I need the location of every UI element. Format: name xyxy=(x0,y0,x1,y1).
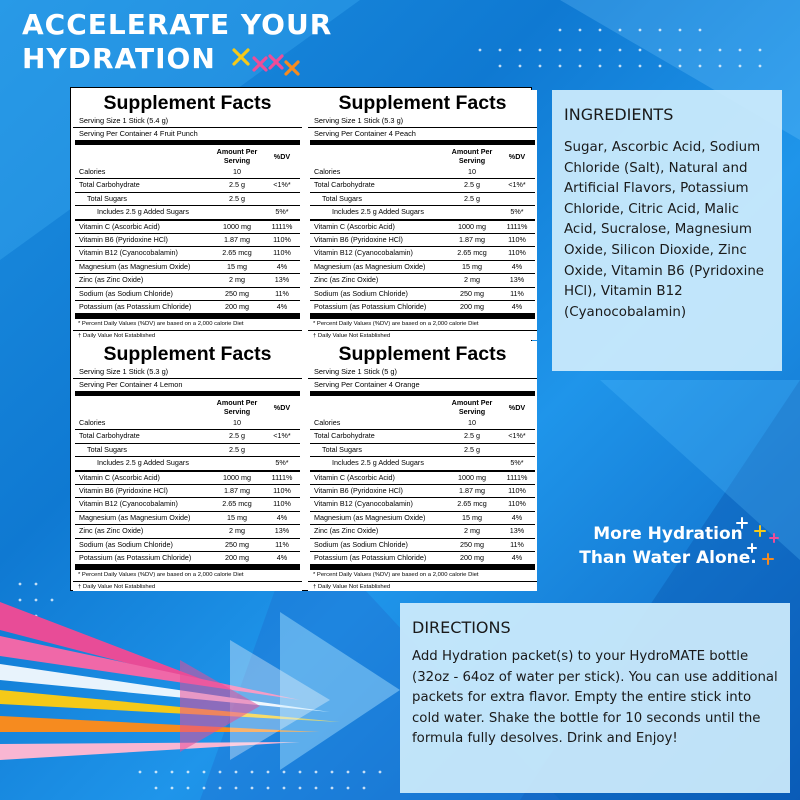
nutrient-name: Vitamin B12 (Cyanocobalamin) xyxy=(75,498,210,511)
nutrient-amount: 15 mg xyxy=(445,511,499,524)
table-row xyxy=(75,485,300,498)
table-row xyxy=(310,417,535,430)
table-row xyxy=(75,443,300,456)
nutrient-dv xyxy=(499,166,535,179)
servings-per-container: Serving Per Container 4 Fruit Punch xyxy=(79,129,198,138)
ingredients-text: Sugar, Ascorbic Acid, Sodium Chloride (Salt), Natural and Artificial Flavors, Potassium Chloride, Citric Acid, Malic Acid, Sucralose, Magnesium Oxide, Silicon Dioxide, Zinc Oxide, Vitamin B6 (Pyridoxine HCl), Vitamin B12 (Cyanocobalamin) xyxy=(564,140,765,320)
serving-size: Serving Size 1 Stick (5.3 g) xyxy=(73,366,302,379)
nutrient-amount xyxy=(445,206,499,220)
nutrient-name: Vitamin C (Ascorbic Acid) xyxy=(75,471,210,485)
table-row xyxy=(75,247,300,260)
nutrient-amount: 1.87 mg xyxy=(445,485,499,498)
nutrient-dv: 110% xyxy=(499,498,535,511)
table-row xyxy=(310,498,535,511)
nutrient-amount: 15 mg xyxy=(210,260,264,273)
nutrient-name: Sodium (as Sodium Chloride) xyxy=(75,538,210,551)
nutrient-amount: 1000 mg xyxy=(210,220,264,234)
table-row xyxy=(75,417,300,430)
footnote-dv: * Percent Daily Values (%DV) are based on a 2,000 calorie Diet xyxy=(308,319,537,331)
table-row xyxy=(75,206,300,220)
table-row xyxy=(310,287,535,300)
nutrient-amount: 250 mg xyxy=(445,287,499,300)
nutrient-dv: 110% xyxy=(264,234,300,247)
tagline-line-2: Than Water Alone. xyxy=(579,548,757,568)
nutrient-name: Potassium (as Potassium Chloride) xyxy=(310,301,445,314)
nutrient-amount: 2 mg xyxy=(210,525,264,538)
nutrient-name: Vitamin B12 (Cyanocobalamin) xyxy=(75,247,210,260)
nutrient-dv: 5%* xyxy=(264,457,300,471)
nutrient-name: Sodium (as Sodium Chloride) xyxy=(310,287,445,300)
nutrient-dv: 4% xyxy=(264,301,300,314)
nutrient-name: Zinc (as Zinc Oxide) xyxy=(310,274,445,287)
nutrient-amount: 1.87 mg xyxy=(210,234,264,247)
table-row xyxy=(75,179,300,192)
table-row xyxy=(310,179,535,192)
nutrient-amount: 250 mg xyxy=(210,538,264,551)
serving-size: Serving Size 1 Stick (5.4 g) xyxy=(73,115,302,128)
nutrient-name: Vitamin C (Ascorbic Acid) xyxy=(310,471,445,485)
nutrient-amount xyxy=(445,457,499,471)
ingredients-heading: INGREDIENTS xyxy=(564,105,674,124)
nutrient-dv xyxy=(264,417,300,430)
nutrient-name: Total Carbohydrate xyxy=(310,430,445,443)
nutrient-amount: 15 mg xyxy=(210,511,264,524)
supplement-facts-fruit-punch xyxy=(73,90,302,340)
nutrient-name: Zinc (as Zinc Oxide) xyxy=(75,274,210,287)
table-row xyxy=(310,443,535,456)
table-row xyxy=(310,220,535,234)
nutrient-name: Total Carbohydrate xyxy=(310,179,445,192)
table-row xyxy=(310,525,535,538)
table-row xyxy=(75,457,300,471)
nutrient-amount: 10 xyxy=(210,166,264,179)
nutrient-dv: 110% xyxy=(499,247,535,260)
table-row xyxy=(75,287,300,300)
nutrient-amount: 2 mg xyxy=(210,274,264,287)
table-row xyxy=(75,166,300,179)
col-amount-header: Amount Per Serving xyxy=(216,147,258,165)
nutrient-amount: 15 mg xyxy=(445,260,499,273)
col-amount-header: Amount Per Serving xyxy=(216,398,258,416)
headline-line-2: HYDRATION xyxy=(22,42,216,75)
nutrient-dv: 110% xyxy=(499,234,535,247)
nutrient-dv: 11% xyxy=(264,538,300,551)
nutrient-name: Vitamin C (Ascorbic Acid) xyxy=(75,220,210,234)
nutrient-amount: 2.5 g xyxy=(210,443,264,456)
nutrient-amount: 200 mg xyxy=(210,552,264,565)
nutrient-name: Magnesium (as Magnesium Oxide) xyxy=(310,260,445,273)
nutrient-dv: 11% xyxy=(264,287,300,300)
table-row xyxy=(75,192,300,205)
nutrient-name: Total Carbohydrate xyxy=(75,179,210,192)
table-row xyxy=(75,234,300,247)
nutrient-name: Vitamin C (Ascorbic Acid) xyxy=(310,220,445,234)
nutrient-amount: 1.87 mg xyxy=(445,234,499,247)
facts-title: Supplement Facts xyxy=(103,343,272,365)
footnote-dv: * Percent Daily Values (%DV) are based on a 2,000 calorie Diet xyxy=(73,319,302,331)
nutrient-amount: 200 mg xyxy=(445,301,499,314)
table-row xyxy=(310,301,535,314)
table-row xyxy=(310,247,535,260)
table-row xyxy=(310,430,535,443)
nutrient-dv: 11% xyxy=(499,538,535,551)
col-dv-header: %DV xyxy=(508,402,526,412)
nutrient-amount: 1000 mg xyxy=(445,220,499,234)
footnote-dv: * Percent Daily Values (%DV) are based on a 2,000 calorie Diet xyxy=(308,570,537,582)
nutrient-name: Includes 2.5 g Added Sugars xyxy=(75,457,210,471)
sparkle-icon xyxy=(730,512,790,572)
supplement-facts-peach xyxy=(308,90,537,340)
nutrient-name: Vitamin B6 (Pyridoxine HCl) xyxy=(75,485,210,498)
nutrient-amount: 2.5 g xyxy=(445,179,499,192)
nutrient-dv: 5%* xyxy=(264,206,300,220)
facts-table xyxy=(75,145,300,314)
nutrient-name: Calories xyxy=(310,166,445,179)
facts-title: Supplement Facts xyxy=(338,92,507,114)
nutrient-amount: 2.65 mcg xyxy=(445,247,499,260)
table-row xyxy=(310,192,535,205)
nutrient-name: Vitamin B6 (Pyridoxine HCl) xyxy=(75,234,210,247)
nutrient-amount: 2.5 g xyxy=(210,179,264,192)
facts-title: Supplement Facts xyxy=(103,92,272,114)
nutrient-dv xyxy=(264,192,300,205)
col-dv-header: %DV xyxy=(273,151,291,161)
nutrient-amount: 1.87 mg xyxy=(210,485,264,498)
footnote-not-established: † Daily Value Not Established xyxy=(313,584,391,591)
nutrient-name: Potassium (as Potassium Chloride) xyxy=(310,552,445,565)
facts-title: Supplement Facts xyxy=(338,343,507,365)
nutrient-name: Includes 2.5 g Added Sugars xyxy=(75,206,210,220)
table-row xyxy=(75,538,300,551)
table-row xyxy=(75,430,300,443)
facts-table xyxy=(75,396,300,565)
nutrient-dv: 1111% xyxy=(264,471,300,485)
nutrient-name: Vitamin B6 (Pyridoxine HCl) xyxy=(310,234,445,247)
nutrient-dv: 13% xyxy=(499,274,535,287)
col-dv-header: %DV xyxy=(508,151,526,161)
supplement-facts-orange xyxy=(308,341,537,591)
col-amount-header: Amount Per Serving xyxy=(451,398,493,416)
nutrient-dv: <1%* xyxy=(264,430,300,443)
facts-table xyxy=(310,145,535,314)
servings-per-container: Serving Per Container 4 Lemon xyxy=(79,380,183,389)
table-row xyxy=(75,274,300,287)
nutrient-dv: 4% xyxy=(499,260,535,273)
table-row xyxy=(75,552,300,565)
table-row xyxy=(75,471,300,485)
nutrient-dv: 110% xyxy=(264,485,300,498)
facts-table xyxy=(310,396,535,565)
servings-per-container: Serving Per Container 4 Orange xyxy=(314,380,420,389)
nutrient-name: Sodium (as Sodium Chloride) xyxy=(310,538,445,551)
directions-text: Add Hydration packet(s) to your HydroMATE bottle (32oz - 64oz of water per stick). You can use additional packets for extra flavor. Empty the entire stick into cold water. Shake the bottle for 10 seconds until the formula fully desolves. Drink and Enjoy! xyxy=(412,649,778,747)
nutrient-name: Total Sugars xyxy=(310,443,445,456)
col-dv-header: %DV xyxy=(273,402,291,412)
nutrient-amount: 10 xyxy=(210,417,264,430)
table-row xyxy=(310,206,535,220)
nutrient-dv: <1%* xyxy=(499,179,535,192)
nutrient-dv: 13% xyxy=(264,525,300,538)
nutrient-amount: 2.65 mcg xyxy=(210,498,264,511)
serving-size: Serving Size 1 Stick (5.3 g) xyxy=(308,115,537,128)
nutrient-dv: 1111% xyxy=(264,220,300,234)
directions-panel xyxy=(400,603,790,793)
nutrient-amount: 2.5 g xyxy=(445,430,499,443)
nutrient-amount: 2.5 g xyxy=(445,192,499,205)
nutrient-dv: 110% xyxy=(264,247,300,260)
table-row xyxy=(310,234,535,247)
nutrient-name: Vitamin B12 (Cyanocobalamin) xyxy=(310,498,445,511)
nutrient-name: Potassium (as Potassium Chloride) xyxy=(75,301,210,314)
directions-heading: DIRECTIONS xyxy=(412,618,511,637)
footnote-not-established: † Daily Value Not Established xyxy=(78,333,156,340)
ingredients-panel xyxy=(552,90,782,371)
table-row xyxy=(75,260,300,273)
nutrient-amount xyxy=(210,206,264,220)
nutrient-dv: 4% xyxy=(264,552,300,565)
nutrient-dv: 5%* xyxy=(499,206,535,220)
nutrient-dv: 110% xyxy=(264,498,300,511)
table-row xyxy=(310,552,535,565)
table-row xyxy=(310,274,535,287)
nutrient-amount: 10 xyxy=(445,417,499,430)
nutrient-dv xyxy=(264,443,300,456)
nutrient-dv: 5%* xyxy=(499,457,535,471)
table-row xyxy=(310,538,535,551)
nutrient-dv xyxy=(499,443,535,456)
table-row xyxy=(310,457,535,471)
nutrient-dv: <1%* xyxy=(264,179,300,192)
nutrient-amount: 2 mg xyxy=(445,525,499,538)
nutrient-name: Total Sugars xyxy=(75,443,210,456)
x-marks-decoration xyxy=(228,46,308,78)
nutrient-name: Potassium (as Potassium Chloride) xyxy=(75,552,210,565)
supplement-facts-lemon xyxy=(73,341,302,591)
nutrient-amount xyxy=(210,457,264,471)
nutrient-dv: 13% xyxy=(499,525,535,538)
nutrient-name: Calories xyxy=(310,417,445,430)
nutrient-dv: 11% xyxy=(499,287,535,300)
nutrient-dv: 1111% xyxy=(499,220,535,234)
nutrient-name: Zinc (as Zinc Oxide) xyxy=(310,525,445,538)
nutrient-name: Vitamin B12 (Cyanocobalamin) xyxy=(310,247,445,260)
table-row xyxy=(310,471,535,485)
nutrient-name: Vitamin B6 (Pyridoxine HCl) xyxy=(310,485,445,498)
table-row xyxy=(75,525,300,538)
nutrient-dv: 110% xyxy=(499,485,535,498)
table-row xyxy=(310,166,535,179)
table-row xyxy=(75,220,300,234)
nutrient-dv: 4% xyxy=(264,260,300,273)
table-row xyxy=(75,498,300,511)
nutrient-amount: 1000 mg xyxy=(445,471,499,485)
footnote-not-established: † Daily Value Not Established xyxy=(78,584,156,591)
nutrient-name: Magnesium (as Magnesium Oxide) xyxy=(310,511,445,524)
nutrient-amount: 2.5 g xyxy=(445,443,499,456)
nutrient-dv xyxy=(264,166,300,179)
nutrient-name: Calories xyxy=(75,166,210,179)
nutrient-dv: 4% xyxy=(499,511,535,524)
nutrient-dv: 4% xyxy=(499,552,535,565)
nutrient-amount: 2.5 g xyxy=(210,192,264,205)
supplement-facts-grid xyxy=(70,87,532,591)
nutrient-name: Total Sugars xyxy=(310,192,445,205)
table-row xyxy=(310,485,535,498)
table-row xyxy=(310,260,535,273)
tagline-line-1: More Hydration xyxy=(593,524,743,544)
nutrient-amount: 2.5 g xyxy=(210,430,264,443)
nutrient-dv: <1%* xyxy=(499,430,535,443)
nutrient-amount: 2 mg xyxy=(445,274,499,287)
nutrient-name: Total Sugars xyxy=(75,192,210,205)
nutrient-name: Zinc (as Zinc Oxide) xyxy=(75,525,210,538)
nutrient-name: Includes 2.5 g Added Sugars xyxy=(310,206,445,220)
table-row xyxy=(310,511,535,524)
nutrient-name: Includes 2.5 g Added Sugars xyxy=(310,457,445,471)
nutrient-amount: 200 mg xyxy=(445,552,499,565)
nutrient-dv xyxy=(499,192,535,205)
nutrient-amount: 250 mg xyxy=(445,538,499,551)
servings-per-container: Serving Per Container 4 Peach xyxy=(314,129,416,138)
nutrient-dv: 1111% xyxy=(499,471,535,485)
nutrient-dv xyxy=(499,417,535,430)
footnote-not-established: † Daily Value Not Established xyxy=(313,333,391,340)
nutrient-amount: 250 mg xyxy=(210,287,264,300)
nutrient-dv: 4% xyxy=(264,511,300,524)
serving-size: Serving Size 1 Stick (5 g) xyxy=(308,366,537,379)
nutrient-amount: 1000 mg xyxy=(210,471,264,485)
nutrient-name: Total Carbohydrate xyxy=(75,430,210,443)
col-amount-header: Amount Per Serving xyxy=(451,147,493,165)
nutrient-name: Calories xyxy=(75,417,210,430)
footnote-dv: * Percent Daily Values (%DV) are based on a 2,000 calorie Diet xyxy=(73,570,302,582)
headline-line-1: ACCELERATE YOUR xyxy=(22,8,333,41)
table-row xyxy=(75,511,300,524)
nutrient-dv: 13% xyxy=(264,274,300,287)
nutrient-name: Magnesium (as Magnesium Oxide) xyxy=(75,511,210,524)
nutrient-amount: 200 mg xyxy=(210,301,264,314)
nutrient-dv: 4% xyxy=(499,301,535,314)
table-row xyxy=(75,301,300,314)
nutrient-name: Sodium (as Sodium Chloride) xyxy=(75,287,210,300)
nutrient-amount: 10 xyxy=(445,166,499,179)
nutrient-amount: 2.65 mcg xyxy=(445,498,499,511)
nutrient-name: Magnesium (as Magnesium Oxide) xyxy=(75,260,210,273)
nutrient-amount: 2.65 mcg xyxy=(210,247,264,260)
